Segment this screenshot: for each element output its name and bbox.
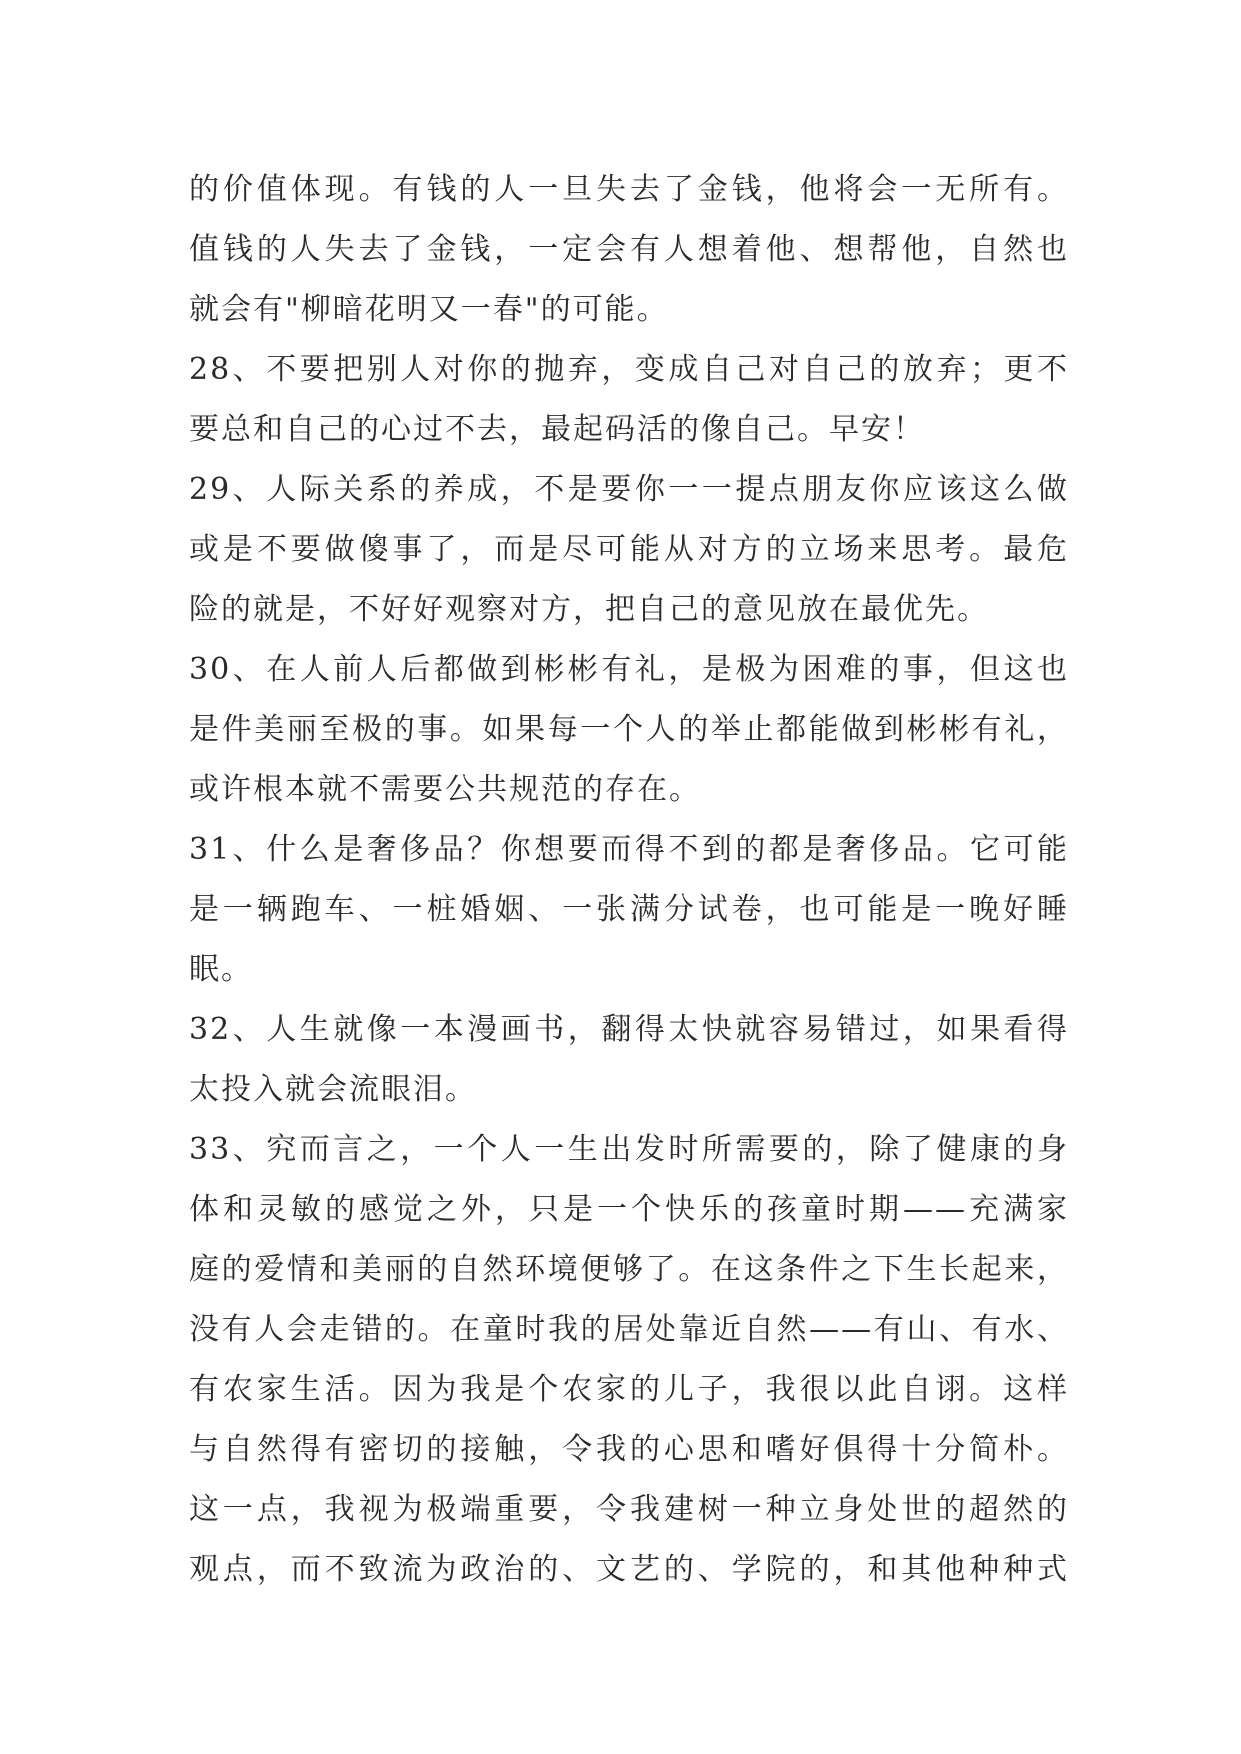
- text-line: 的价值体现。有钱的人一旦失去了金钱，他将会一无所有。: [189, 172, 1069, 207]
- text-line: 是件美丽至极的事。如果每一个人的举止都能做到彬彬有礼，: [189, 712, 1069, 747]
- text-line: 或是不要做傻事了，而是尽可能从对方的立场来思考。最危: [189, 532, 1069, 567]
- text-line: 31、什么是奢侈品？你想要而得不到的都是奢侈品。它可能: [189, 832, 1069, 867]
- text-line: 32、人生就像一本漫画书，翻得太快就容易错过，如果看得: [189, 1012, 1069, 1047]
- text-line: 与自然得有密切的接触，令我的心思和嗜好俱得十分简朴。: [189, 1432, 1069, 1467]
- text-line: 眠。: [189, 952, 253, 987]
- text-line: 有农家生活。因为我是个农家的儿子，我很以此自诩。这样: [189, 1372, 1069, 1407]
- text-line: 29、人际关系的养成，不是要你一一提点朋友你应该这么做: [189, 472, 1069, 507]
- text-line: 没有人会走错的。在童时我的居处靠近自然——有山、有水、: [189, 1312, 1069, 1347]
- text-line: 30、在人前人后都做到彬彬有礼，是极为困难的事，但这也: [189, 652, 1069, 687]
- text-line: 这一点，我视为极端重要，令我建树一种立身处世的超然的: [189, 1492, 1069, 1527]
- text-line: 体和灵敏的感觉之外，只是一个快乐的孩童时期——充满家: [189, 1192, 1069, 1227]
- text-line: 就会有"柳暗花明又一春"的可能。: [189, 292, 669, 327]
- text-line: 28、不要把别人对你的抛弃，变成自己对自己的放弃；更不: [189, 352, 1069, 387]
- text-line: 或许根本就不需要公共规范的存在。: [189, 772, 701, 807]
- text-line: 险的就是，不好好观察对方，把自己的意见放在最优先。: [189, 592, 989, 627]
- text-line: 33、究而言之，一个人一生出发时所需要的，除了健康的身: [189, 1132, 1069, 1167]
- body-text: [189, 160, 1069, 1600]
- text-line: 太投入就会流眼泪。: [189, 1072, 477, 1107]
- text-line: 是一辆跑车、一桩婚姻、一张满分试卷，也可能是一晚好睡: [189, 892, 1069, 927]
- text-line: 庭的爱情和美丽的自然环境便够了。在这条件之下生长起来，: [189, 1252, 1069, 1287]
- text-line: 观点，而不致流为政治的、文艺的、学院的，和其他种种式: [189, 1552, 1069, 1587]
- text-line: 要总和自己的心过不去，最起码活的像自己。早安！: [189, 412, 925, 447]
- text-line: 值钱的人失去了金钱，一定会有人想着他、想帮他，自然也: [189, 232, 1069, 267]
